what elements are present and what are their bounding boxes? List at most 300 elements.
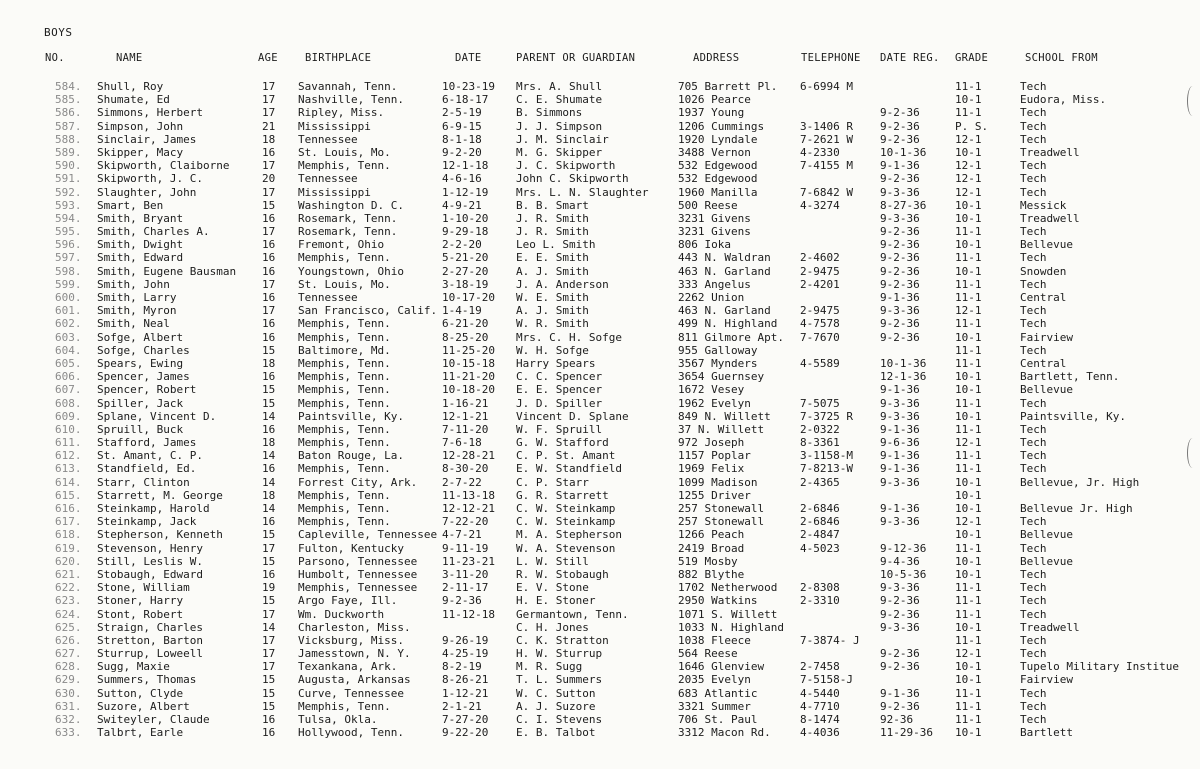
- cell-birthplace: Paintsville, Ky.: [298, 409, 404, 423]
- cell-age: 17: [262, 660, 276, 674]
- cell-school-from: Tech: [1020, 225, 1047, 239]
- cell-birth-date: 9-26-19: [442, 633, 489, 647]
- cell-date-reg: 9-3-36: [880, 185, 920, 199]
- cell-birth-date: 2-1-21: [442, 699, 482, 713]
- cell-birth-date: 7-27-20: [442, 713, 489, 726]
- table-row: [0, 673, 1200, 686]
- cell-grade: 10-1: [955, 660, 982, 674]
- cell-date-reg: 9-2-36: [880, 106, 920, 120]
- cell-address: 499 N. Highland: [678, 317, 778, 331]
- cell-grade: P. S.: [955, 119, 989, 133]
- cell-no: 614.: [55, 475, 82, 489]
- cell-name: Stobaugh, Edward: [97, 567, 203, 581]
- cell-no: 628.: [55, 660, 82, 674]
- cell-address: 564 Reese: [678, 647, 738, 661]
- cell-date-reg: 9-1-36: [880, 159, 920, 173]
- cell-no: 627.: [55, 647, 82, 661]
- cell-address: 1033 N. Highland: [678, 620, 784, 634]
- cell-telephone: 4-5440: [800, 686, 840, 700]
- cell-name: Spruill, Buck: [97, 422, 184, 436]
- cell-parent: C. P. Starr: [516, 475, 589, 489]
- cell-name: Still, Leslis W.: [97, 554, 203, 568]
- table-row: [0, 238, 1200, 251]
- cell-age: 17: [262, 541, 276, 555]
- table-row: [0, 476, 1200, 489]
- cell-age: 17: [262, 225, 276, 239]
- cell-age: 14: [262, 502, 276, 515]
- cell-parent: J. C. Skipworth: [516, 159, 616, 173]
- cell-birthplace: Fulton, Kentucky: [298, 541, 404, 555]
- cell-birth-date: 8-30-20: [442, 462, 489, 476]
- cell-grade: 10-1: [955, 370, 982, 384]
- cell-birthplace: Rosemark, Tenn.: [298, 225, 398, 239]
- table-row: [0, 317, 1200, 330]
- cell-address: 1962 Evelyn: [678, 396, 751, 410]
- cell-parent: G. R. Starrett: [516, 488, 609, 502]
- cell-parent: H. W. Sturrup: [516, 647, 603, 661]
- cell-address: 532 Edgewood: [678, 172, 758, 186]
- cell-date-reg: 8-27-36: [880, 198, 927, 212]
- cell-name: Spiller, Jack: [97, 396, 184, 410]
- cell-grade: 12-1: [955, 436, 982, 450]
- cell-date-reg: 9-2-36: [880, 225, 920, 239]
- cell-no: 613.: [55, 462, 82, 476]
- cell-address: 1969 Felix: [678, 462, 745, 476]
- cell-date-reg: 12-1-36: [880, 370, 927, 384]
- table-row: [0, 489, 1200, 502]
- cell-address: 3312 Macon Rd.: [678, 726, 771, 740]
- cell-birth-date: 3-11-20: [442, 567, 489, 581]
- cell-name: Smith, Charles A.: [97, 225, 210, 239]
- cell-parent: R. W. Stobaugh: [516, 567, 609, 581]
- cell-name: Smith, Bryant: [97, 211, 184, 225]
- cell-birthplace: Memphis, Tenn.: [298, 330, 391, 344]
- cell-birth-date: 12-1-21: [442, 409, 489, 423]
- cell-name: Spencer, James: [97, 370, 190, 384]
- table-row: [0, 594, 1200, 607]
- cell-age: 16: [262, 291, 276, 304]
- cell-birthplace: Baton Rouge, La.: [298, 449, 404, 463]
- cell-parent: Germantown, Tenn.: [516, 607, 629, 621]
- cell-name: Smart, Ben: [97, 198, 164, 212]
- cell-no: 623.: [55, 594, 82, 608]
- cell-parent: J. A. Anderson: [516, 277, 609, 291]
- cell-birth-date: 8-26-21: [442, 673, 489, 687]
- cell-no: 621.: [55, 567, 82, 581]
- student-rows: [0, 80, 1200, 739]
- cell-birthplace: Tulsa, Okla.: [298, 713, 378, 726]
- table-row: [0, 542, 1200, 555]
- cell-parent: E. W. Standfield: [516, 462, 622, 476]
- cell-no: 589.: [55, 145, 82, 159]
- cell-address: 2950 Watkins: [678, 594, 758, 608]
- header-name: NAME: [116, 52, 143, 64]
- cell-parent: W. H. Sofge: [516, 343, 589, 357]
- cell-grade: 11-1: [955, 594, 982, 608]
- cell-no: 587.: [55, 119, 82, 133]
- cell-name: Steinkamp, Harold: [97, 502, 210, 515]
- header-age: AGE: [258, 52, 278, 64]
- cell-date-reg: 9-3-36: [880, 475, 920, 489]
- table-row: [0, 568, 1200, 581]
- cell-parent: T. L. Summers: [516, 673, 603, 687]
- cell-telephone: 7-5158-J: [800, 673, 853, 687]
- cell-address: 532 Edgewood: [678, 159, 758, 173]
- cell-date-reg: 9-2-36: [880, 238, 920, 252]
- cell-school-from: Tech: [1020, 119, 1047, 133]
- cell-address: 955 Galloway: [678, 343, 758, 357]
- cell-birthplace: St. Louis, Mo.: [298, 277, 391, 291]
- cell-age: 16: [262, 422, 276, 436]
- cell-address: 3567 Mynders: [678, 356, 758, 370]
- cell-address: 519 Mosby: [678, 554, 738, 568]
- cell-date-reg: 9-1-36: [880, 462, 920, 476]
- cell-date-reg: 10-1-36: [880, 356, 927, 370]
- cell-telephone: 7-6842 W: [800, 185, 853, 199]
- cell-age: 21: [262, 119, 276, 133]
- cell-parent: J. M. Sinclair: [516, 132, 609, 146]
- cell-name: Stretton, Barton: [97, 633, 203, 647]
- cell-no: 596.: [55, 238, 82, 252]
- cell-age: 15: [262, 699, 276, 713]
- cell-parent: A. J. Suzore: [516, 699, 596, 713]
- cell-school-from: Tupelo Military Institue: [1020, 660, 1179, 674]
- cell-age: 16: [262, 211, 276, 225]
- cell-telephone: 4-5023: [800, 541, 840, 555]
- cell-address: 1266 Peach: [678, 528, 745, 542]
- cell-telephone: 4-3274: [800, 198, 840, 212]
- cell-school-from: Tech: [1020, 106, 1047, 120]
- cell-name: Stone, William: [97, 581, 190, 595]
- cell-address: 811 Gilmore Apt.: [678, 330, 784, 344]
- cell-no: 600.: [55, 291, 82, 304]
- cell-no: 584.: [55, 80, 82, 93]
- table-row: [0, 80, 1200, 93]
- cell-school-from: Central: [1020, 291, 1067, 304]
- cell-birth-date: 8-2-19: [442, 660, 482, 674]
- table-row: [0, 383, 1200, 396]
- cell-age: 17: [262, 633, 276, 647]
- cell-birth-date: 6-18-17: [442, 93, 489, 107]
- cell-date-reg: 9-3-36: [880, 515, 920, 529]
- cell-age: 15: [262, 383, 276, 397]
- cell-parent: E. V. Stone: [516, 581, 589, 595]
- cell-parent: W. E. Smith: [516, 291, 589, 304]
- cell-birth-date: 7-22-20: [442, 515, 489, 529]
- cell-school-from: Tech: [1020, 594, 1047, 608]
- cell-telephone: 7-2621 W: [800, 132, 853, 146]
- cell-telephone: 2-3310: [800, 594, 840, 608]
- cell-school-from: Tech: [1020, 396, 1047, 410]
- cell-telephone: 2-0322: [800, 422, 840, 436]
- table-row: [0, 713, 1200, 726]
- cell-telephone: 7-5075: [800, 396, 840, 410]
- cell-name: Smith, Edward: [97, 251, 184, 265]
- cell-name: Sturrup, Loweell: [97, 647, 203, 661]
- cell-date-reg: 9-2-36: [880, 251, 920, 265]
- cell-birth-date: 5-21-20: [442, 251, 489, 265]
- table-row: [0, 621, 1200, 634]
- cell-no: 588.: [55, 132, 82, 146]
- cell-parent: C. C. Spencer: [516, 370, 603, 384]
- cell-age: 17: [262, 80, 276, 93]
- cell-address: 849 N. Willett: [678, 409, 771, 423]
- cell-no: 605.: [55, 356, 82, 370]
- cell-school-from: Bellevue: [1020, 238, 1073, 252]
- cell-school-from: Tech: [1020, 185, 1047, 199]
- cell-date-reg: 9-1-36: [880, 502, 920, 515]
- cell-school-from: Treadwell: [1020, 211, 1080, 225]
- cell-parent: W. A. Stevenson: [516, 541, 616, 555]
- cell-birth-date: 7-11-20: [442, 422, 489, 436]
- cell-age: 17: [262, 607, 276, 621]
- cell-birth-date: 11-23-21: [442, 554, 495, 568]
- cell-address: 3231 Givens: [678, 211, 751, 225]
- header-school-from: SCHOOL FROM: [1025, 52, 1098, 64]
- cell-age: 17: [262, 159, 276, 173]
- cell-grade: 10-1: [955, 726, 982, 740]
- cell-age: 15: [262, 554, 276, 568]
- header-date-reg: DATE REG.: [880, 52, 940, 64]
- cell-age: 16: [262, 462, 276, 476]
- table-row: [0, 528, 1200, 541]
- cell-birthplace: Forrest City, Ark.: [298, 475, 418, 489]
- cell-parent: Harry Spears: [516, 356, 596, 370]
- cell-telephone: 3-1406 R: [800, 119, 853, 133]
- cell-grade: 10-1: [955, 502, 982, 515]
- cell-grade: 10-1: [955, 620, 982, 634]
- cell-name: Simmons, Herbert: [97, 106, 203, 120]
- cell-telephone: 4-2330: [800, 145, 840, 159]
- cell-no: 598.: [55, 264, 82, 278]
- cell-no: 602.: [55, 317, 82, 331]
- cell-grade: 11-1: [955, 541, 982, 555]
- cell-telephone: 2-8308: [800, 581, 840, 595]
- cell-telephone: 6-6994 M: [800, 80, 853, 93]
- cell-grade: 10-1: [955, 488, 982, 502]
- header-grade: GRADE: [955, 52, 989, 64]
- cell-date-reg: 9-2-36: [880, 330, 920, 344]
- table-row: [0, 370, 1200, 383]
- cell-birth-date: 8-1-18: [442, 132, 482, 146]
- cell-address: 1255 Driver: [678, 488, 751, 502]
- cell-parent: C. W. Steinkamp: [516, 515, 616, 529]
- cell-age: 17: [262, 277, 276, 291]
- cell-grade: 11-1: [955, 80, 982, 93]
- cell-birthplace: St. Louis, Mo.: [298, 145, 391, 159]
- cell-address: 3654 Guernsey: [678, 370, 765, 384]
- cell-birth-date: 2-7-22: [442, 475, 482, 489]
- cell-date-reg: 9-1-36: [880, 383, 920, 397]
- cell-address: 2035 Evelyn: [678, 673, 751, 687]
- cell-school-from: Central: [1020, 356, 1067, 370]
- cell-date-reg: 9-2-36: [880, 317, 920, 331]
- cell-age: 18: [262, 488, 276, 502]
- cell-no: 590.: [55, 159, 82, 173]
- cell-school-from: Bellevue: [1020, 383, 1073, 397]
- cell-grade: 10-1: [955, 383, 982, 397]
- cell-school-from: Bellevue: [1020, 528, 1073, 542]
- cell-parent: J. R. Smith: [516, 225, 589, 239]
- cell-birth-date: 4-9-21: [442, 198, 482, 212]
- table-row: [0, 647, 1200, 660]
- cell-age: 17: [262, 185, 276, 199]
- cell-birthplace: Memphis, Tenn.: [298, 396, 391, 410]
- cell-school-from: Tech: [1020, 159, 1047, 173]
- table-row: [0, 331, 1200, 344]
- cell-birthplace: Tennessee: [298, 172, 358, 186]
- cell-birth-date: 3-18-19: [442, 277, 489, 291]
- table-row: [0, 462, 1200, 475]
- cell-no: 611.: [55, 436, 82, 450]
- cell-date-reg: 9-2-36: [880, 647, 920, 661]
- cell-telephone: 2-4602: [800, 251, 840, 265]
- cell-name: Suzore, Albert: [97, 699, 190, 713]
- cell-date-reg: 9-6-36: [880, 436, 920, 450]
- cell-grade: 11-1: [955, 422, 982, 436]
- cell-no: 606.: [55, 370, 82, 384]
- cell-grade: 11-1: [955, 633, 982, 647]
- cell-age: 17: [262, 647, 276, 661]
- cell-address: 1702 Netherwood: [678, 581, 778, 595]
- cell-name: Smith, Dwight: [97, 238, 184, 252]
- cell-grade: 12-1: [955, 185, 982, 199]
- cell-name: Smith, Neal: [97, 317, 170, 331]
- cell-age: 16: [262, 713, 276, 726]
- cell-parent: Mrs. A. Shull: [516, 80, 603, 93]
- cell-name: Smith, Eugene Bausman: [97, 264, 237, 278]
- margin-bracket-mark: [1187, 438, 1198, 468]
- table-row: [0, 515, 1200, 528]
- cell-grade: 12-1: [955, 515, 982, 529]
- cell-birthplace: Augusta, Arkansas: [298, 673, 411, 687]
- cell-grade: 11-1: [955, 291, 982, 304]
- table-row: [0, 357, 1200, 370]
- cell-telephone: 4-7710: [800, 699, 840, 713]
- cell-address: 1206 Cummings: [678, 119, 765, 133]
- table-row: [0, 581, 1200, 594]
- cell-no: 626.: [55, 633, 82, 647]
- header-parent: PARENT OR GUARDIAN: [516, 52, 636, 64]
- cell-parent: A. J. Smith: [516, 304, 589, 318]
- cell-no: 612.: [55, 449, 82, 463]
- cell-birth-date: 2-27-20: [442, 264, 489, 278]
- cell-no: 607.: [55, 383, 82, 397]
- cell-grade: 11-1: [955, 396, 982, 410]
- cell-address: 257 Stonewall: [678, 515, 765, 529]
- cell-name: Sutton, Clyde: [97, 686, 184, 700]
- cell-grade: 11-1: [955, 343, 982, 357]
- cell-age: 16: [262, 317, 276, 331]
- cell-grade: 11-1: [955, 449, 982, 463]
- cell-date-reg: 11-29-36: [880, 726, 933, 740]
- cell-birth-date: 2-11-17: [442, 581, 489, 595]
- cell-name: Switeyler, Claude: [97, 713, 210, 726]
- cell-school-from: Tech: [1020, 713, 1047, 726]
- cell-birthplace: Washington D. C.: [298, 198, 404, 212]
- cell-grade: 11-1: [955, 713, 982, 726]
- table-row: [0, 106, 1200, 119]
- cell-name: Skipworth, J. C.: [97, 172, 203, 186]
- cell-parent: H. E. Stoner: [516, 594, 596, 608]
- cell-birth-date: 1-4-19: [442, 304, 482, 318]
- cell-no: 593.: [55, 198, 82, 212]
- cell-telephone: 2-6846: [800, 515, 840, 529]
- cell-age: 15: [262, 528, 276, 542]
- cell-address: 2262 Union: [678, 291, 745, 304]
- cell-age: 15: [262, 686, 276, 700]
- cell-school-from: Eudora, Miss.: [1020, 93, 1107, 107]
- cell-name: Smith, Larry: [97, 291, 177, 304]
- cell-date-reg: 9-3-36: [880, 211, 920, 225]
- cell-school-from: Tech: [1020, 567, 1047, 581]
- table-row: [0, 555, 1200, 568]
- cell-address: 443 N. Waldran: [678, 251, 771, 265]
- cell-age: 16: [262, 726, 276, 740]
- cell-date-reg: 9-3-36: [880, 304, 920, 318]
- cell-birth-date: 1-16-21: [442, 396, 489, 410]
- cell-birthplace: San Francisco, Calif.: [298, 304, 438, 318]
- cell-age: 14: [262, 620, 276, 634]
- cell-school-from: Tech: [1020, 172, 1047, 186]
- cell-age: 15: [262, 396, 276, 410]
- header-birthplace: BIRTHPLACE: [305, 52, 372, 64]
- table-row: [0, 265, 1200, 278]
- table-row: [0, 199, 1200, 212]
- cell-age: 15: [262, 594, 276, 608]
- cell-parent: C. K. Stratton: [516, 633, 609, 647]
- cell-birthplace: Memphis, Tenn.: [298, 436, 391, 450]
- cell-address: 1920 Lyndale: [678, 132, 758, 146]
- cell-telephone: 2-9475: [800, 264, 840, 278]
- cell-parent: W. C. Sutton: [516, 686, 596, 700]
- cell-parent: Leo L. Smith: [516, 238, 596, 252]
- cell-grade: 11-1: [955, 686, 982, 700]
- cell-birth-date: 2-2-20: [442, 238, 482, 252]
- cell-birth-date: 1-12-19: [442, 185, 489, 199]
- cell-parent: John C. Skipworth: [516, 172, 629, 186]
- cell-telephone: 4-7578: [800, 317, 840, 331]
- cell-school-from: Tech: [1020, 647, 1047, 661]
- cell-birthplace: Memphis, Tenn.: [298, 370, 391, 384]
- cell-age: 18: [262, 356, 276, 370]
- cell-birthplace: Vicksburg, Miss.: [298, 633, 404, 647]
- cell-telephone: 2-4201: [800, 277, 840, 291]
- cell-grade: 11-1: [955, 581, 982, 595]
- cell-birthplace: Parsono, Tennessee: [298, 554, 418, 568]
- cell-school-from: Tech: [1020, 251, 1047, 265]
- cell-address: 1672 Vesey: [678, 383, 745, 397]
- cell-no: 633.: [55, 726, 82, 740]
- cell-school-from: Tech: [1020, 633, 1047, 647]
- cell-parent: E. B. Talbot: [516, 726, 596, 740]
- cell-address: 706 St. Paul: [678, 713, 758, 726]
- cell-date-reg: 9-3-36: [880, 396, 920, 410]
- cell-age: 14: [262, 409, 276, 423]
- cell-no: 594.: [55, 211, 82, 225]
- cell-address: 1099 Madison: [678, 475, 758, 489]
- header-date: DATE: [455, 52, 482, 64]
- cell-address: 500 Reese: [678, 198, 738, 212]
- cell-birth-date: 8-25-20: [442, 330, 489, 344]
- cell-address: 3321 Summer: [678, 699, 751, 713]
- cell-name: Talbrt, Earle: [97, 726, 184, 740]
- cell-grade: 11-1: [955, 462, 982, 476]
- cell-birth-date: 1-12-21: [442, 686, 489, 700]
- cell-grade: 11-1: [955, 277, 982, 291]
- cell-school-from: Bartlett: [1020, 726, 1073, 740]
- header-address: ADDRESS: [693, 52, 740, 64]
